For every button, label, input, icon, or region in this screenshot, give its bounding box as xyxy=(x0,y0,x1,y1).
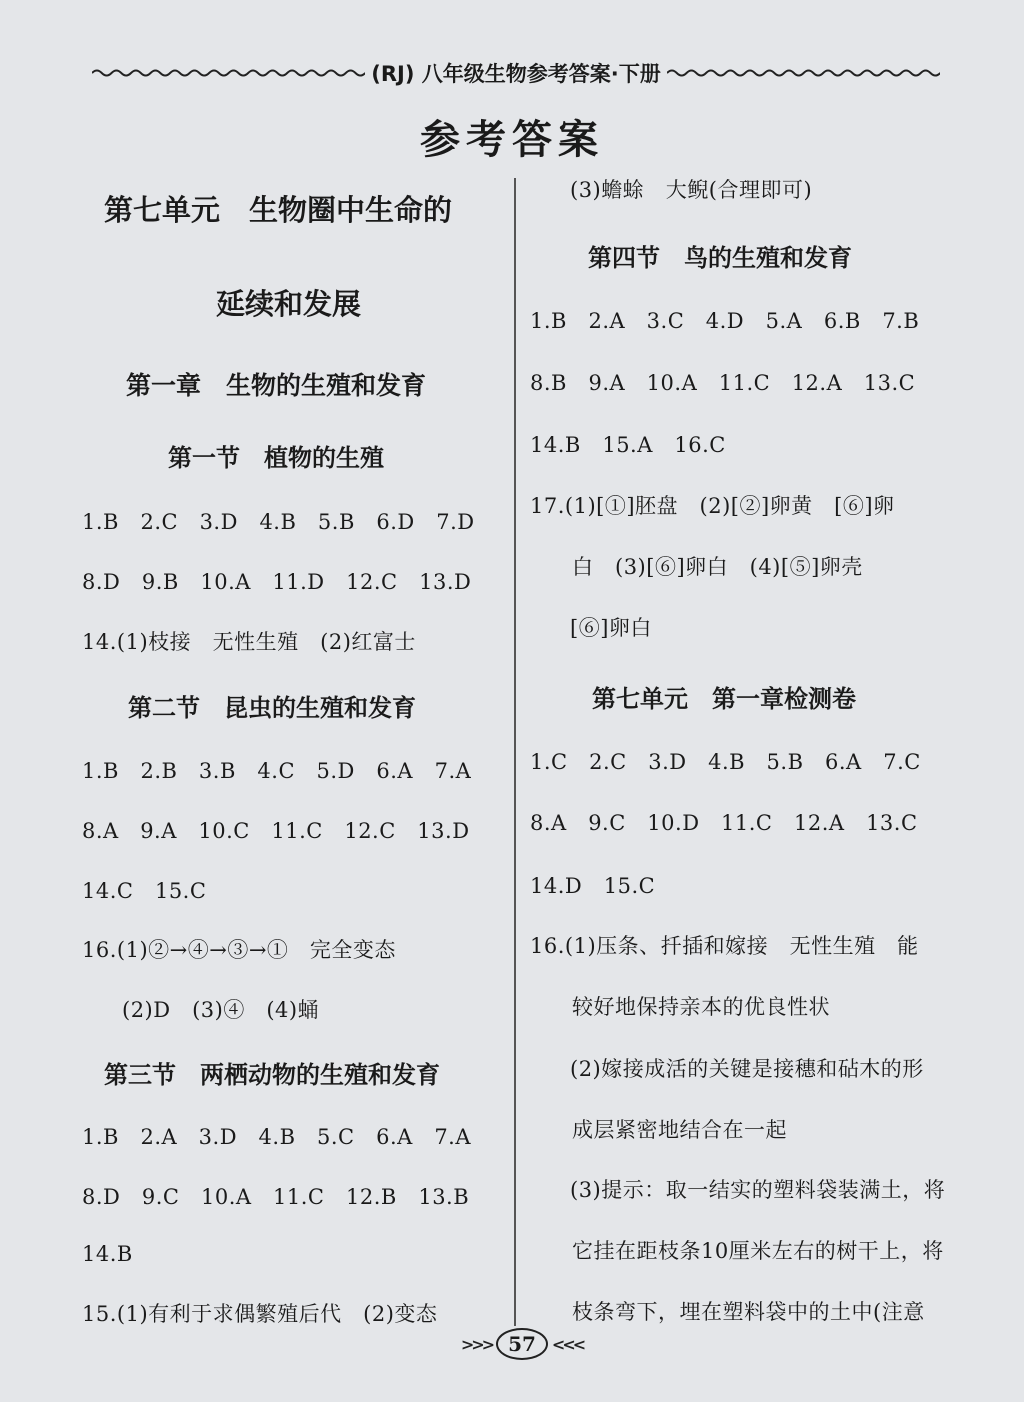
answer-line: 17.(1)[①]胚盘 (2)[②]卵黄 [⑥]卵 xyxy=(530,494,895,518)
section-heading-2: 第二节 昆虫的生殖和发育 xyxy=(128,694,416,722)
answer-line: 14.D 15.C xyxy=(530,874,656,898)
answer-line: 8.B 9.A 10.A 11.C 12.A 13.C xyxy=(530,371,916,395)
answer-line: 8.A 9.C 10.D 11.C 12.A 13.C xyxy=(530,811,918,835)
chevrons-left-icon: <<< xyxy=(551,1334,584,1354)
answer-line: 1.C 2.C 3.D 4.B 5.B 6.A 7.C xyxy=(530,750,921,774)
answer-line: 它挂在距枝条10厘米左右的树干上，将 xyxy=(572,1239,944,1263)
answer-line: 枝条弯下，埋在塑料袋中的土中(注意 xyxy=(572,1300,925,1324)
answer-line: 8.D 9.C 10.A 11.C 12.B 13.B xyxy=(82,1185,470,1209)
answer-line: 8.D 9.B 10.A 11.D 12.C 13.D xyxy=(82,570,472,594)
answer-line: [⑥]卵白 xyxy=(570,616,652,640)
answer-line: 1.B 2.A 3.C 4.D 5.A 6.B 7.B xyxy=(530,309,920,333)
answer-line: 16.(1)压条、扦插和嫁接 无性生殖 能 xyxy=(530,934,919,958)
answer-line: 14.C 15.C xyxy=(82,879,207,903)
unit-heading-line1: 第七单元 生物圈中生命的 xyxy=(104,193,453,227)
answer-line: 16.(1)②→④→③→① 完全变态 xyxy=(82,938,396,962)
answer-line: 14.B xyxy=(82,1242,133,1266)
page-number xyxy=(452,1326,592,1362)
answer-line: 1.B 2.C 3.D 4.B 5.B 6.D 7.D xyxy=(82,510,475,534)
answer-line: 成层紧密地结合在一起 xyxy=(572,1118,787,1142)
answer-line: (2)D (3)④ (4)蛹 xyxy=(122,998,320,1022)
chevrons-right-icon: >>> xyxy=(460,1334,493,1354)
page-number-value: 57 xyxy=(496,1328,548,1360)
answer-line: (2)嫁接成活的关键是接穗和砧木的形 xyxy=(570,1057,924,1081)
page-title: 参考答案 xyxy=(420,116,604,163)
answer-line: 15.(1)有利于求偶繁殖后代 (2)变态 xyxy=(82,1302,438,1326)
header-wave-left xyxy=(92,68,365,78)
header-wave-right xyxy=(667,68,940,78)
section-heading-3: 第三节 两栖动物的生殖和发育 xyxy=(104,1061,440,1089)
answer-line: (3)提示：取一结实的塑料袋装满土，将 xyxy=(570,1178,946,1202)
section-heading-test: 第七单元 第一章检测卷 xyxy=(592,685,856,713)
section-heading-4: 第四节 鸟的生殖和发育 xyxy=(588,244,852,272)
section-heading-1: 第一节 植物的生殖 xyxy=(168,444,384,472)
answer-line: 14.(1)枝接 无性生殖 (2)红富士 xyxy=(82,630,416,654)
answer-line: (3)蟾蜍 大鲵(合理即可) xyxy=(570,178,813,202)
running-header xyxy=(92,60,940,86)
chapter-heading: 第一章 生物的生殖和发育 xyxy=(126,371,427,400)
answer-line: 1.B 2.B 3.B 4.C 5.D 6.A 7.A xyxy=(82,759,472,783)
column-divider xyxy=(514,178,516,1326)
answer-line: 较好地保持亲本的优良性状 xyxy=(572,995,830,1019)
answer-line: 14.B 15.A 16.C xyxy=(530,433,726,457)
answer-line: 8.A 9.A 10.C 11.C 12.C 13.D xyxy=(82,819,470,843)
answer-line: 1.B 2.A 3.D 4.B 5.C 6.A 7.A xyxy=(82,1125,472,1149)
unit-heading-line2: 延续和发展 xyxy=(216,287,362,321)
header-text: (RJ) 八年级生物参考答案·下册 xyxy=(371,62,661,86)
answer-line: 白 (3)[⑥]卵白 (4)[⑤]卵壳 xyxy=(572,555,863,579)
